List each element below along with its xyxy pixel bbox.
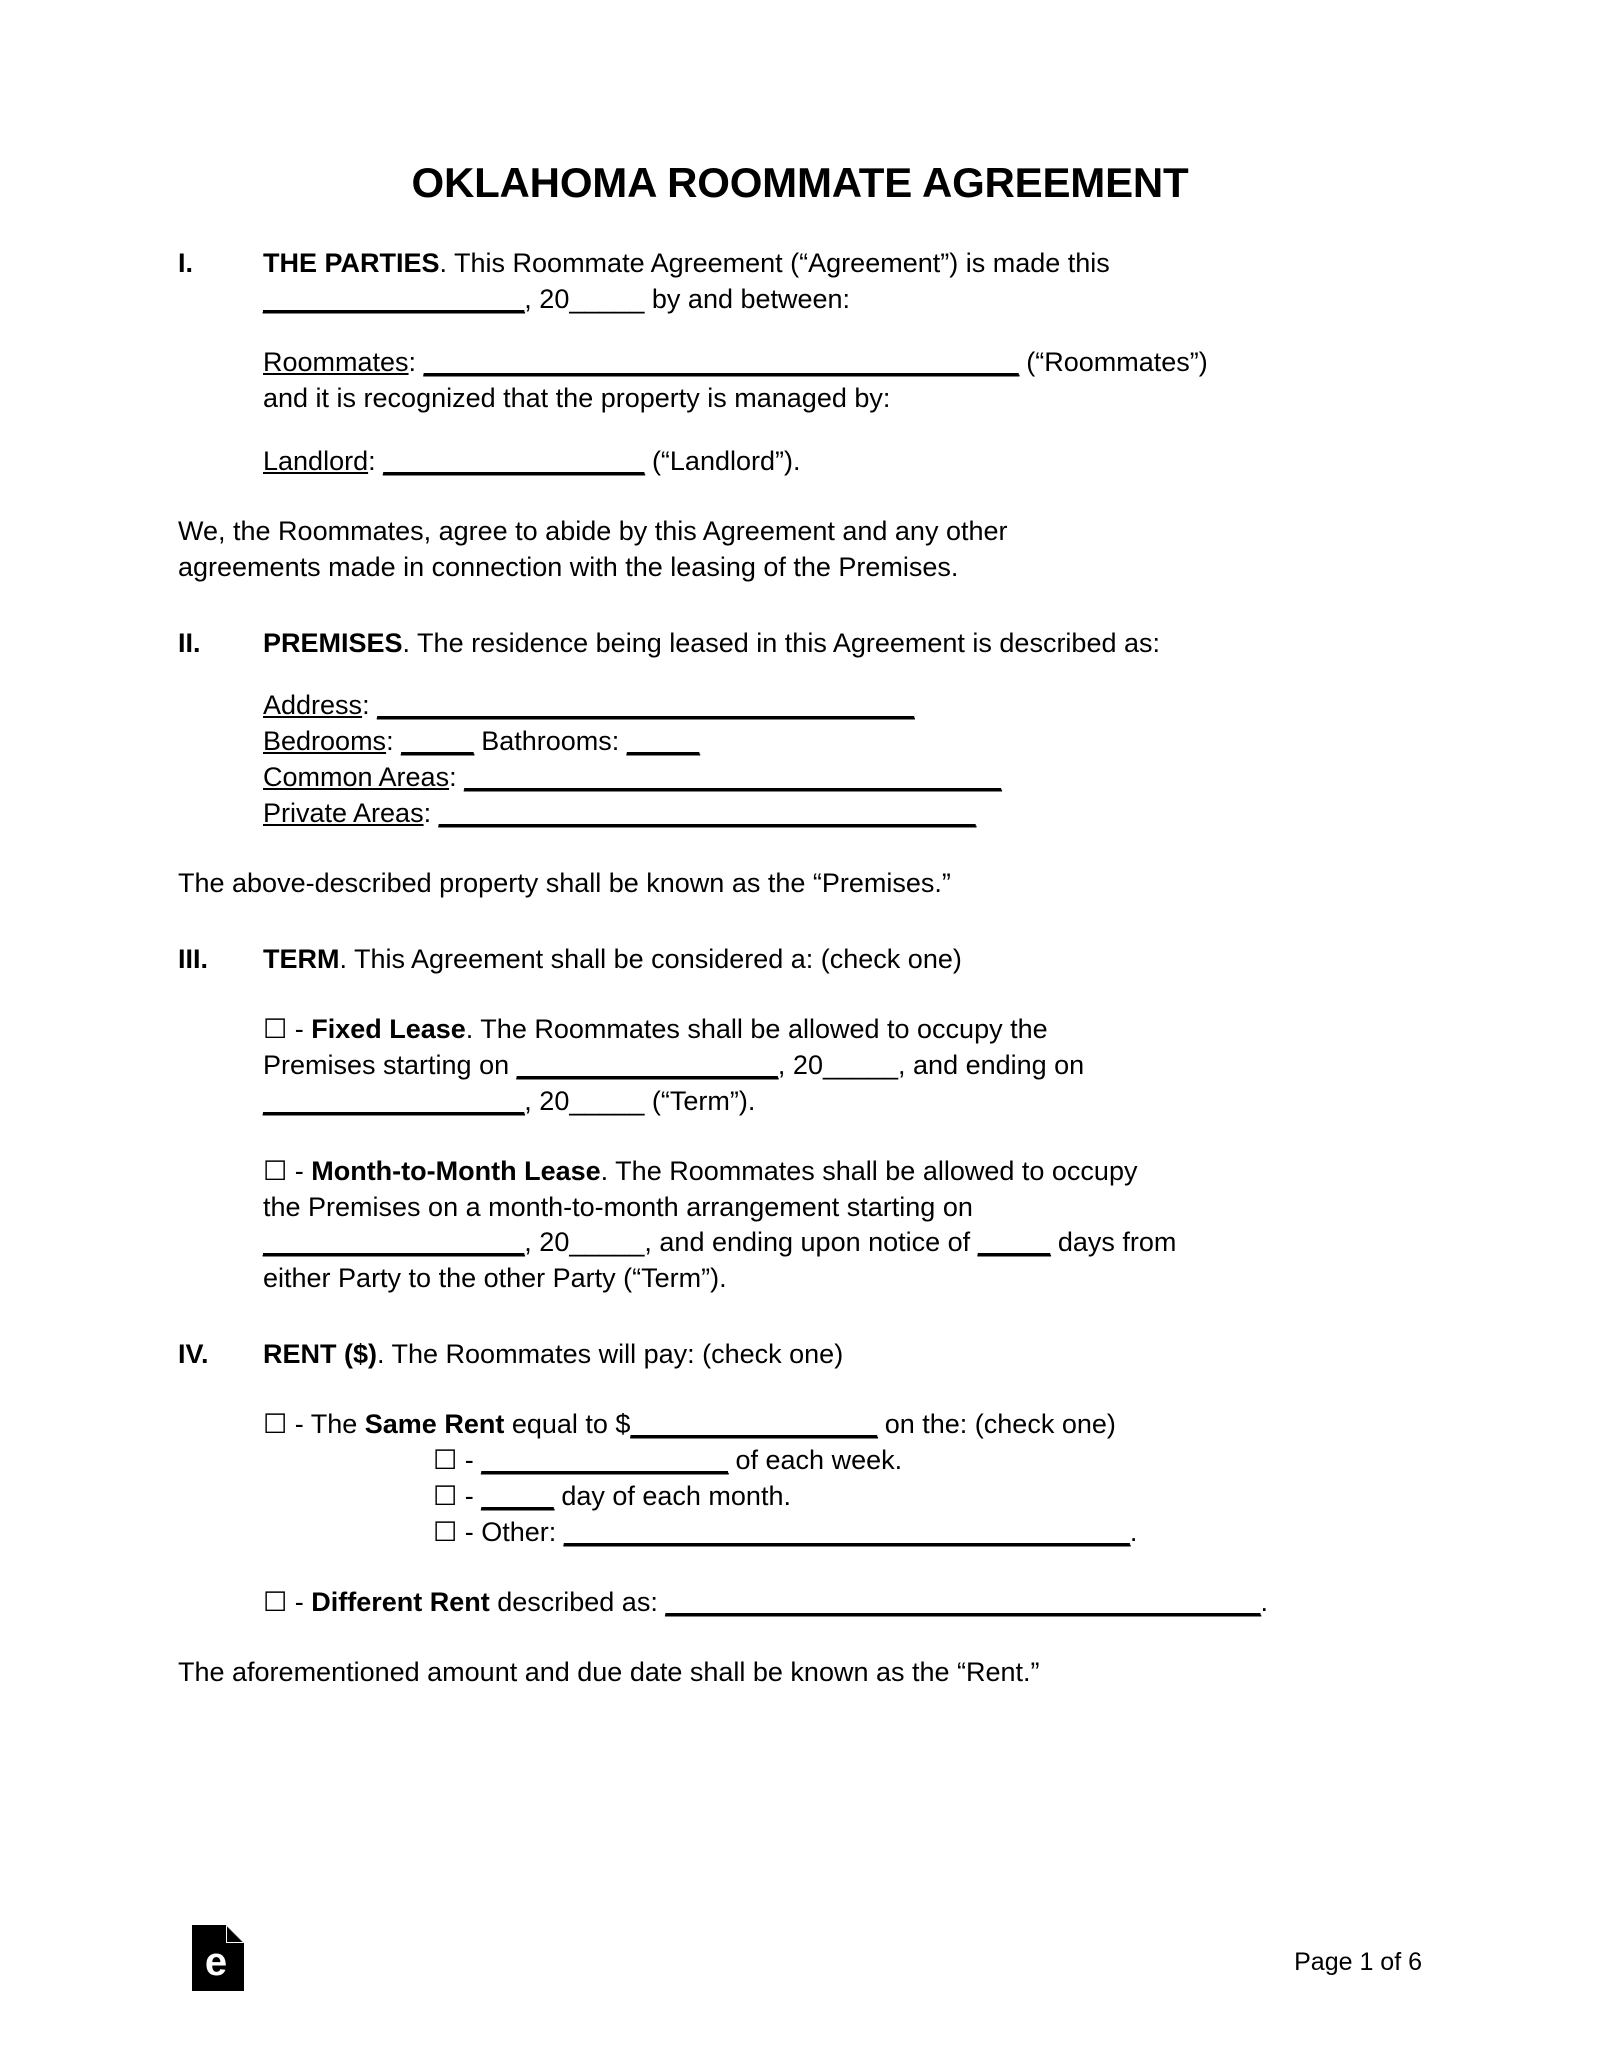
section-heading-the-parties: THE PARTIES — [263, 248, 440, 279]
checkbox-different-rent[interactable]: ☐ — [263, 1586, 288, 1618]
same-rent-option-month — [433, 1479, 1422, 1515]
premises-closing-block — [178, 866, 1422, 902]
section-rent — [178, 1337, 1422, 1373]
same-rent-amount-blank[interactable]: _________________ — [630, 1409, 878, 1440]
different-rent-text-b: . — [1260, 1586, 1269, 1617]
other-prefix: Other: — [481, 1516, 564, 1547]
mtm-dash: - — [287, 1155, 312, 1186]
section-numeral-i: I. — [178, 248, 194, 279]
term-fixed-lease-option — [263, 1012, 1422, 1120]
each-month-text: day of each month. — [553, 1480, 791, 1511]
parties-date-blank[interactable]: __________________ — [263, 284, 525, 315]
fixed-lease-dash: - — [287, 1013, 312, 1044]
parties-closing-line-1: We, the Roommates, agree to abide by this Agreement and any other — [178, 515, 1008, 546]
fixed-lease-end-blank[interactable]: __________________ — [263, 1085, 525, 1116]
section-heading-rent: RENT ($) — [263, 1339, 377, 1370]
premises-intro-line — [263, 626, 1422, 662]
page-title: OKLAHOMA ROOMMATE AGREEMENT — [411, 159, 1189, 206]
each-month-blank[interactable]: _____ — [481, 1480, 554, 1511]
parties-date-rest: , 20_____ by and between: — [524, 284, 851, 315]
landlord-label: Landlord — [263, 445, 369, 476]
roommates-line — [263, 345, 1422, 381]
address-colon: : — [362, 690, 370, 721]
each-week-blank[interactable]: _________________ — [481, 1445, 728, 1476]
section-body-the-parties — [263, 246, 1422, 318]
premises-private-areas-line — [263, 796, 1422, 832]
section-heading-term: TERM — [263, 943, 340, 974]
premises-fields-block — [263, 688, 1422, 832]
mtm-line-4: either Party to the other Party (“Term”). — [263, 1263, 727, 1294]
checkbox-month-to-month-lease[interactable]: ☐ — [263, 1155, 288, 1187]
fixed-lease-line-2 — [263, 1048, 1422, 1084]
bedrooms-label: Bedrooms — [263, 726, 387, 757]
fixed-lease-text-d: , 20_____ (“Term”). — [524, 1085, 756, 1116]
same-rent-text-b: on the: (check one) — [877, 1409, 1116, 1440]
same-rent-text-a: equal to $ — [504, 1409, 631, 1440]
page-number: Page 1 of 6 — [1294, 1948, 1422, 1976]
other-dash: - — [457, 1516, 482, 1547]
mtm-line-2: the Premises on a month-to-month arrangement starting on — [263, 1191, 973, 1222]
term-intro-line — [263, 942, 1422, 978]
premises-address-line — [263, 688, 1422, 724]
landlord-colon: : — [368, 445, 376, 476]
rent-intro-rest: . The Roommates will pay: (check one) — [377, 1339, 844, 1370]
other-text: . — [1129, 1516, 1138, 1547]
different-rent-blank[interactable]: _________________________________________ — [665, 1586, 1261, 1617]
mtm-text-d: days from — [1057, 1227, 1177, 1258]
same-rent-prefix: The — [310, 1409, 365, 1440]
section-the-parties — [178, 246, 1422, 318]
mtm-start-blank[interactable]: __________________ — [263, 1227, 525, 1258]
landlord-line — [263, 444, 1422, 480]
different-rent-line — [263, 1585, 1422, 1621]
fixed-lease-line-3 — [263, 1084, 1422, 1120]
fixed-lease-line-1 — [263, 1012, 1422, 1048]
mtm-text-c: , 20_____, and ending upon notice of — [524, 1227, 971, 1258]
section-term — [178, 942, 1422, 978]
mtm-text-a: . The Roommates shall be allowed to occupy — [600, 1155, 1138, 1186]
mtm-line-1 — [263, 1154, 1422, 1190]
roommates-suffix: (“Roommates”) — [1026, 347, 1208, 377]
fixed-lease-label: Fixed Lease — [311, 1013, 466, 1044]
private-areas-label: Private Areas — [263, 798, 424, 829]
checkbox-fixed-lease[interactable]: ☐ — [263, 1013, 288, 1045]
same-rent-line — [263, 1407, 1422, 1443]
rent-closing-line: The aforementioned amount and due date shall be known as the “Rent.” — [178, 1656, 1040, 1687]
mtm-label: Month-to-Month Lease — [311, 1155, 601, 1186]
checkbox-each-month[interactable]: ☐ — [433, 1480, 458, 1512]
section-body-term — [263, 942, 1422, 978]
section-numeral-iii: III. — [178, 943, 209, 974]
section-numeral-iv: IV. — [178, 1339, 209, 1370]
bedrooms-blank[interactable]: _____ — [401, 726, 474, 757]
fixed-lease-start-blank[interactable]: __________________ — [516, 1049, 778, 1080]
landlord-blank[interactable]: __________________ — [383, 445, 645, 476]
landlord-suffix: (“Landlord”). — [651, 445, 801, 476]
bedrooms-colon: : — [386, 726, 394, 757]
fixed-lease-text-a: . The Roommates shall be allowed to occupy the — [465, 1013, 1048, 1044]
premises-intro-rest: . The residence being leased in this Agreement is described as: — [402, 627, 1160, 658]
section-body-premises — [263, 626, 1422, 662]
section-numeral-ii: II. — [178, 627, 201, 658]
same-rent-label: Same Rent — [364, 1409, 505, 1440]
common-areas-colon: : — [449, 762, 457, 793]
bathrooms-blank[interactable]: _____ — [626, 726, 700, 757]
parties-closing-block — [178, 514, 1422, 586]
document-content — [178, 0, 1422, 1691]
section-heading-premises: PREMISES — [263, 627, 403, 658]
private-areas-colon: : — [423, 798, 432, 829]
same-rent-option-other — [433, 1515, 1422, 1551]
mtm-line-3 — [263, 1225, 1422, 1261]
parties-closing-line-2: agreements made in connection with the leasing of the Premises. — [178, 551, 959, 582]
roommates-label: Roommates — [263, 347, 409, 377]
rent-intro-line — [263, 1337, 1422, 1373]
svg-text:e: e — [204, 1940, 228, 1984]
premises-common-areas-line — [263, 760, 1422, 796]
roommates-blank[interactable]: _________________________________________ — [423, 347, 1019, 377]
each-month-dash: - — [457, 1480, 482, 1511]
private-areas-blank[interactable]: _____________________________________ — [438, 798, 976, 829]
fixed-lease-text-b: Premises starting on — [263, 1049, 510, 1080]
common-areas-label: Common Areas — [263, 762, 450, 793]
address-blank[interactable]: _____________________________________ — [377, 690, 915, 721]
mtm-days-blank[interactable]: _____ — [977, 1227, 1051, 1258]
checkbox-each-week[interactable]: ☐ — [433, 1445, 458, 1477]
landlord-block — [263, 444, 1422, 480]
roommates-note: and it is recognized that the property is managed by: — [263, 382, 891, 413]
eforms-logo-icon[interactable] — [192, 1925, 244, 1991]
rent-closing-block — [178, 1655, 1422, 1691]
page-footer — [0, 1925, 1600, 2045]
different-rent-text-a: described as: — [489, 1586, 666, 1617]
parties-intro-line — [263, 246, 1422, 282]
premises-bedrooms-line — [263, 724, 1422, 760]
parties-intro-rest: . This Roommate Agreement (“Agreement”) is made this — [439, 248, 1110, 279]
premises-closing-line: The above-described property shall be known as the “Premises.” — [178, 868, 951, 899]
address-label: Address — [263, 690, 363, 721]
roommates-colon: : — [408, 347, 417, 377]
rent-different-rent-option — [263, 1585, 1422, 1621]
section-body-rent — [263, 1337, 1422, 1373]
common-areas-blank[interactable]: _____________________________________ — [464, 762, 1002, 793]
fixed-lease-text-c: , 20_____, and ending on — [777, 1049, 1085, 1080]
different-rent-label: Different Rent — [311, 1586, 490, 1617]
each-week-dash: - — [457, 1445, 482, 1476]
different-rent-dash: - — [287, 1586, 312, 1617]
other-blank[interactable]: _______________________________________ — [563, 1516, 1130, 1547]
parties-date-line — [263, 282, 1422, 318]
section-premises — [178, 626, 1422, 662]
term-intro-rest: . This Agreement shall be considered a: (check one) — [339, 943, 962, 974]
each-week-text: of each week. — [728, 1445, 903, 1476]
roommates-block — [263, 345, 1422, 417]
checkbox-other[interactable]: ☐ — [433, 1516, 458, 1548]
same-rent-option-week — [433, 1443, 1422, 1479]
rent-same-rent-option — [263, 1407, 1422, 1551]
bathrooms-label: Bathrooms: — [481, 726, 620, 757]
checkbox-same-rent[interactable]: ☐ — [263, 1409, 288, 1441]
term-month-to-month-option — [263, 1154, 1422, 1298]
same-rent-dash: - — [287, 1409, 311, 1440]
